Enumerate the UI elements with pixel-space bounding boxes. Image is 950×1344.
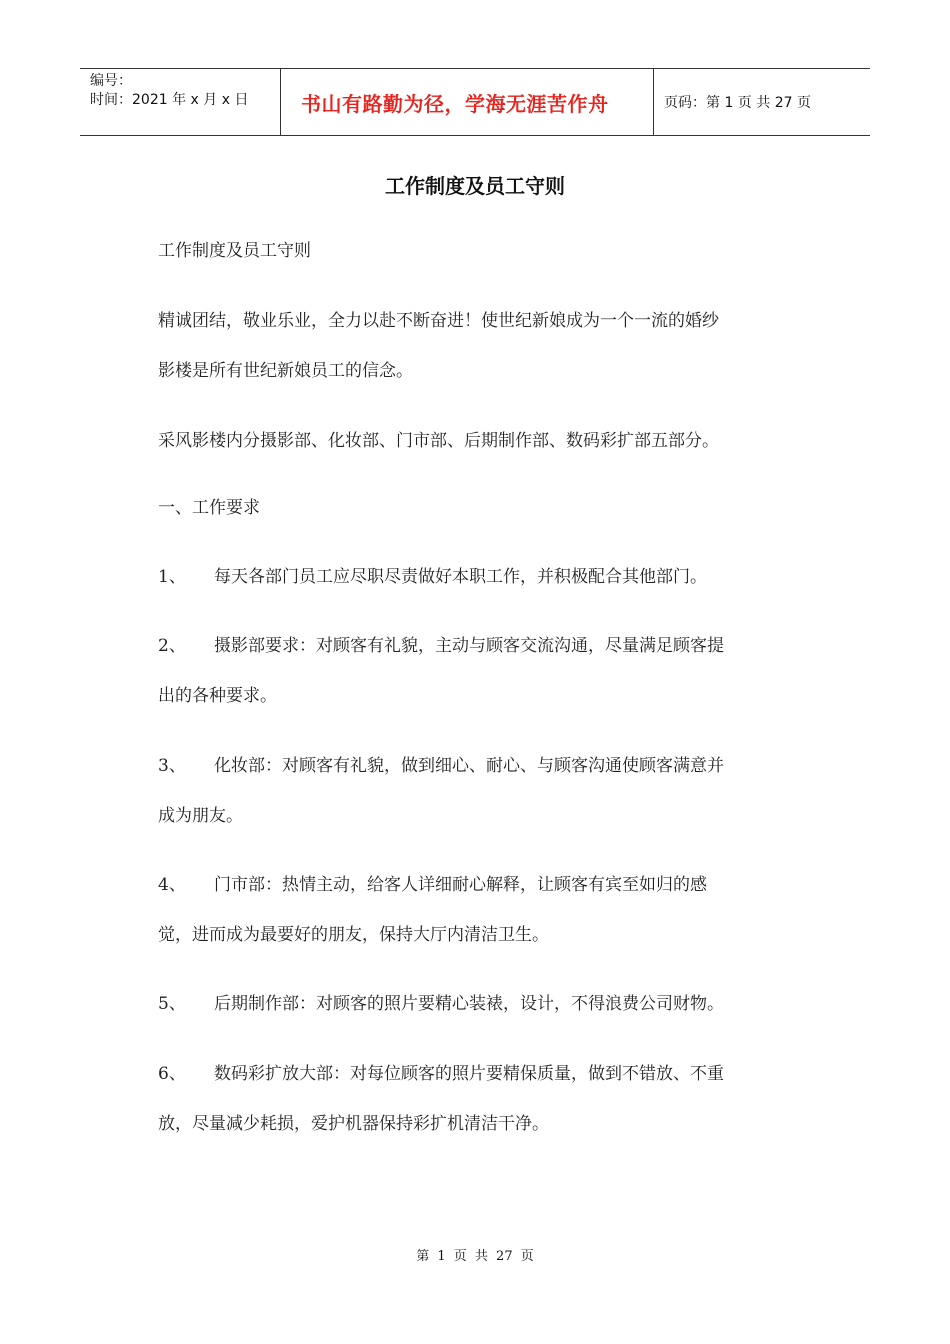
list-item	[158, 751, 798, 776]
list-item-text: 每天各部门员工应尽职尽责做好本职工作，并积极配合其他部门。	[214, 567, 707, 587]
list-item	[158, 631, 798, 656]
list-item-continuation: 成为朋友。	[158, 806, 243, 826]
document-number-label: 编号：	[90, 73, 132, 89]
header-page-info: 页码：第 1 页 共 27 页	[664, 95, 811, 111]
list-item	[158, 562, 798, 587]
list-item-number: 6、	[158, 1064, 186, 1084]
document-date: 时间：2021 年 x 月 x 日	[90, 92, 249, 108]
paragraph-line: 采风影楼内分摄影部、化妆部、门市部、后期制作部、数码彩扩部五部分。	[158, 431, 719, 451]
section-heading: 一、工作要求	[158, 498, 260, 518]
paragraph-line: 影楼是所有世纪新娘员工的信念。	[158, 361, 413, 381]
list-item-text: 数码彩扩放大部：对每位顾客的照片要精保质量，做到不错放、不重	[214, 1064, 724, 1084]
paragraph-line: 精诚团结，敬业乐业，全力以赴不断奋进！使世纪新娘成为一个一流的婚纱	[158, 311, 719, 331]
page-title: 工作制度及员工守则	[385, 174, 565, 198]
list-item-continuation: 出的各种要求。	[158, 686, 277, 706]
header-motto: 书山有路勤为径，学海无涯苦作舟	[281, 69, 654, 135]
list-item	[158, 870, 798, 895]
list-item-number: 5、	[158, 994, 186, 1014]
list-item-continuation: 觉，进而成为最要好的朋友，保持大厅内清洁卫生。	[158, 925, 549, 945]
list-item	[158, 989, 798, 1014]
page-footer: 第 1 页 共 27 页	[416, 1249, 534, 1264]
list-item-number: 3、	[158, 756, 186, 776]
list-item-text: 后期制作部：对顾客的照片要精心装裱，设计，不得浪费公司财物。	[214, 994, 724, 1014]
list-item-text: 门市部：热情主动，给客人详细耐心解释，让顾客有宾至如归的感	[214, 875, 707, 895]
document-subtitle: 工作制度及员工守则	[158, 241, 311, 261]
list-item-continuation: 放，尽量减少耗损，爱护机器保持彩扩机清洁干净。	[158, 1114, 549, 1134]
list-item-number: 1、	[158, 567, 186, 587]
document-header	[80, 68, 870, 136]
header-meta-cell	[80, 69, 281, 135]
list-item-number: 2、	[158, 636, 186, 656]
list-item	[158, 1059, 798, 1084]
list-item-text: 化妆部：对顾客有礼貌，做到细心、耐心、与顾客沟通使顾客满意并	[214, 756, 724, 776]
list-item-text: 摄影部要求：对顾客有礼貌，主动与顾客交流沟通，尽量满足顾客提	[214, 636, 724, 656]
list-item-number: 4、	[158, 875, 186, 895]
